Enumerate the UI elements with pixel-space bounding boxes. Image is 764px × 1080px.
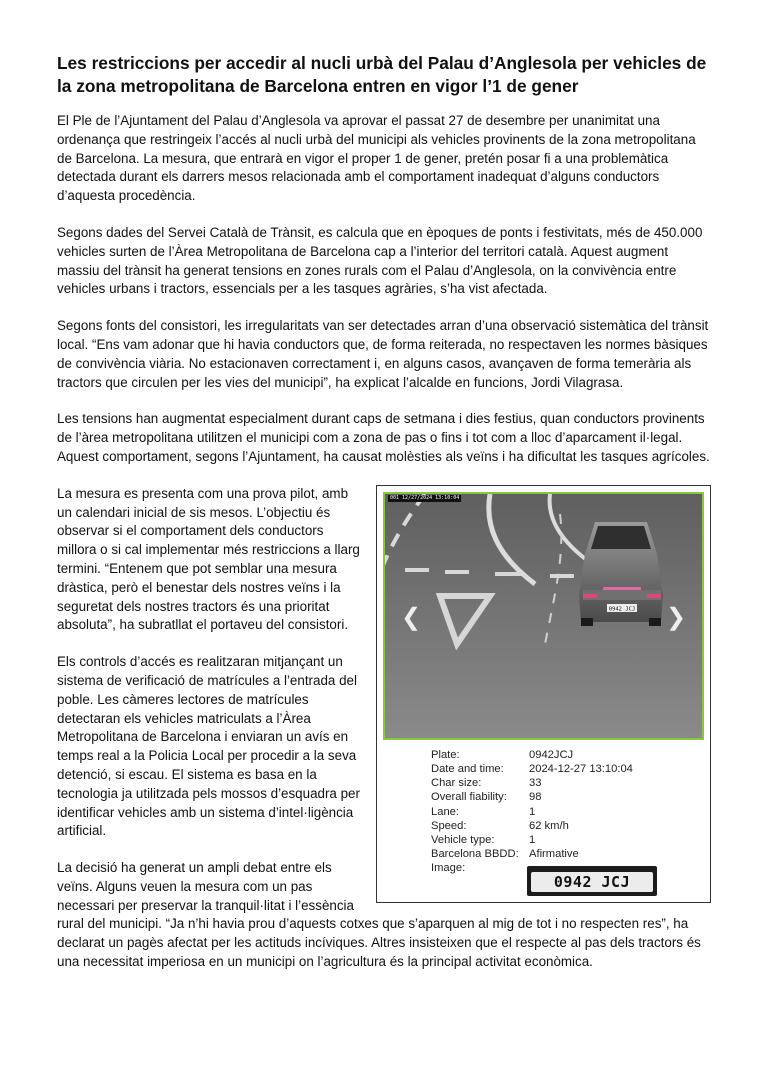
info-label: Image: — [431, 862, 466, 875]
info-row — [431, 819, 691, 833]
previous-arrow-icon[interactable]: ❮ — [401, 603, 422, 631]
article — [57, 52, 711, 990]
next-arrow-icon[interactable]: ❯ — [666, 603, 687, 631]
info-value: 1 — [529, 833, 536, 846]
road-scene — [385, 494, 702, 738]
plate-crop-image — [527, 866, 657, 896]
info-row — [431, 833, 691, 847]
info-row — [431, 847, 691, 861]
car — [579, 522, 663, 626]
info-label: Char size: — [431, 777, 482, 790]
info-row — [431, 790, 691, 804]
paragraph-2: Segons dades del Servei Català de Trànsit, es calcula que en èpoques de ponts i festivitats, més de 450.000 vehicles surten de l’Àrea Metropolitana de Barcelona cap a l’interior del territori català. Aquest augment massiu del trànsit ha generat tensions en zones rurals com el Palau d’Anglesola, on la convivència entre vehicles urbans i tractors, essencials per a les tasques agràries, s’ha vist afectada. — [57, 224, 703, 297]
info-label: Lane: — [431, 805, 459, 818]
info-value: 33 — [529, 777, 542, 790]
article-title: Les restriccions per accedir al nucli urbà del Palau d’Anglesola per vehicles de la zona metropolitana de Barcelona entren en vigor l’1 de gener — [57, 53, 707, 96]
info-value: 0942JCJ — [529, 748, 574, 761]
info-label: Speed: — [431, 819, 467, 832]
camera-timestamp: 001 12/27/2024 13:10:04 — [390, 494, 460, 501]
plate-info-table — [431, 748, 691, 876]
camera-image — [383, 492, 704, 740]
paragraph-7: La decisió ha generat un ampli debat entre els veïns. Alguns veuen la mesura com un pas necessari per preservar la tranquil·litat i l’essència rural del municipi. “Ja n’hi havia prou d’aquests cotxes que s’aparquen al mig de tot i no respecten res”, ha declarat un pagès afectat per les actituds incíviques. Altres insisteixen que el respecte al pas dels tractors és una necessitat imperiosa en un municipi on l’agricultura és la principal activitat econòmica. — [57, 860, 701, 970]
info-row — [431, 776, 691, 790]
info-label: Vehicle type: — [431, 833, 495, 846]
info-row — [431, 805, 691, 819]
paragraph-6: Els controls d’accés es realitzaran mitjançant un sistema de verificació de matrícules a l’entrada del poble. Les càmeres lectores de matrícules detectaran els vehicles matriculats a l’Àrea Metropolitana de Barcelona i enviaran un avís en temps real a la Policia Local per procedir a la seva detenció, si escau. El sistema es basa en la tecnologia ja utilitzada pels mossos d’esquadra per identificar vehicles amb un sistema d’intel·ligència artificial. — [57, 654, 360, 839]
info-value: 1 — [529, 805, 536, 818]
info-value: 98 — [529, 791, 542, 804]
info-label: Overall fiability: — [431, 791, 507, 804]
plate-crop-text: 0942 JCJ — [531, 872, 653, 892]
info-row — [431, 762, 691, 776]
info-row — [431, 748, 691, 762]
info-label: Barcelona BBDD: — [431, 848, 519, 861]
info-label: Plate: — [431, 748, 460, 761]
info-value: 2024-12-27 13:10:04 — [529, 762, 633, 775]
plate-reader-figure — [376, 485, 711, 903]
info-label: Date and time: — [431, 762, 504, 775]
paragraph-3: Segons fonts del consistori, les irregularitats van ser detectades arran d’una observació sistemàtica del trànsit local. “Ens vam adonar que hi havia conductors que, de forma reiterada, no respectaven les normes bàsiques de convivència viària. No estacionaven correctament i, en alguns casos, avançaven de forma temerària als tractors que circulen per les vies del municipi”, ha explicat l’alcalde en funcions, Jordi Vilagrasa. — [57, 318, 709, 390]
paragraph-4: Les tensions han augmentat especialment durant caps de setmana i dies festius, quan conductors provinents de l’àrea metropolitana utilitzen el municipi com a zona de pas o fins i tot com a lloc d’aparcament il·legal. Aquest comportament, segons l’Ajuntament, ha causat molèsties als veïns i ha dificultat les tasques agrícoles. — [57, 411, 710, 464]
info-value: Afirmative — [529, 848, 579, 861]
paragraph-5: La mesura es presenta com una prova pilot, amb un calendari inicial de sis mesos. L’objectiu és observar si el comportament dels conductors millora o si cal implementar més restriccions a llarg termini. “Entenem que pot semblar una mesura dràstica, però el benestar dels nostres veïns i la seguretat dels nostres tractors és una prioritat absoluta”, ha subratllat el portaveu del consistori. — [57, 485, 360, 633]
info-value: 62 km/h — [529, 819, 569, 832]
paragraph-1: El Ple de l’Ajuntament del Palau d’Anglesola va aprovar el passat 27 de desembre per unanimitat una ordenança que restringeix l’accés al nucli urbà del municipi als vehicles provinents de la zona metropolitana de Barcelona. La mesura, que entrarà en vigor el proper 1 de gener, pretén posar fi a una problemàtica detectada durant els darrers mesos relacionada amb el comportament inadequat d’alguns conductors d’aquesta procedència. — [57, 113, 696, 204]
car-plate-text: 0942 JCJ — [608, 606, 636, 613]
